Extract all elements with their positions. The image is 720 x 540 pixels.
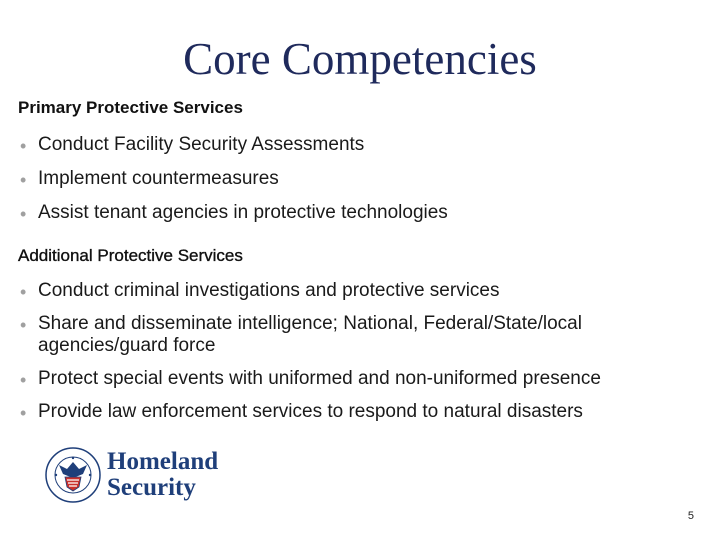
- additional-services-list: [18, 280, 708, 434]
- section-heading-primary: Primary Protective Services: [18, 98, 243, 117]
- bullet-icon: •: [20, 403, 27, 423]
- list-item-text: Assist tenant agencies in protective technologies: [38, 202, 448, 223]
- list-item-text: Conduct Facility Security Assessments: [38, 134, 365, 155]
- list-item: [18, 168, 708, 190]
- list-item: [18, 134, 708, 156]
- list-item: [18, 368, 708, 390]
- logo-wordmark: [107, 449, 218, 501]
- list-item-text: Share and disseminate intelligence; National, Federal/State/local agencies/guard force: [38, 313, 582, 356]
- list-item: [18, 313, 708, 357]
- list-item: [18, 202, 708, 224]
- list-item-text: Implement countermeasures: [38, 168, 279, 189]
- list-item-text: Provide law enforcement services to respond to natural disasters: [38, 401, 583, 422]
- list-item-text: Protect special events with uniformed and non-uniformed presence: [38, 368, 601, 389]
- logo-line-1: Homeland: [107, 448, 219, 475]
- primary-services-list: [18, 134, 708, 236]
- logo-line-2: Security: [107, 474, 196, 501]
- bullet-icon: •: [20, 315, 27, 335]
- homeland-security-logo: [45, 446, 227, 504]
- bullet-icon: •: [20, 170, 27, 190]
- bullet-icon: •: [20, 370, 27, 390]
- bullet-icon: •: [20, 282, 27, 302]
- section-heading-additional: Additional Protective Services: [18, 246, 243, 265]
- page-number: 5: [687, 510, 694, 522]
- slide-title: Core Competencies: [183, 34, 537, 84]
- list-item: [18, 401, 708, 423]
- list-item: [18, 280, 708, 302]
- bullet-icon: •: [20, 204, 27, 224]
- list-item-text: Conduct criminal investigations and protective services: [38, 280, 500, 301]
- dhs-seal-icon: [45, 447, 101, 503]
- bullet-icon: •: [20, 136, 27, 156]
